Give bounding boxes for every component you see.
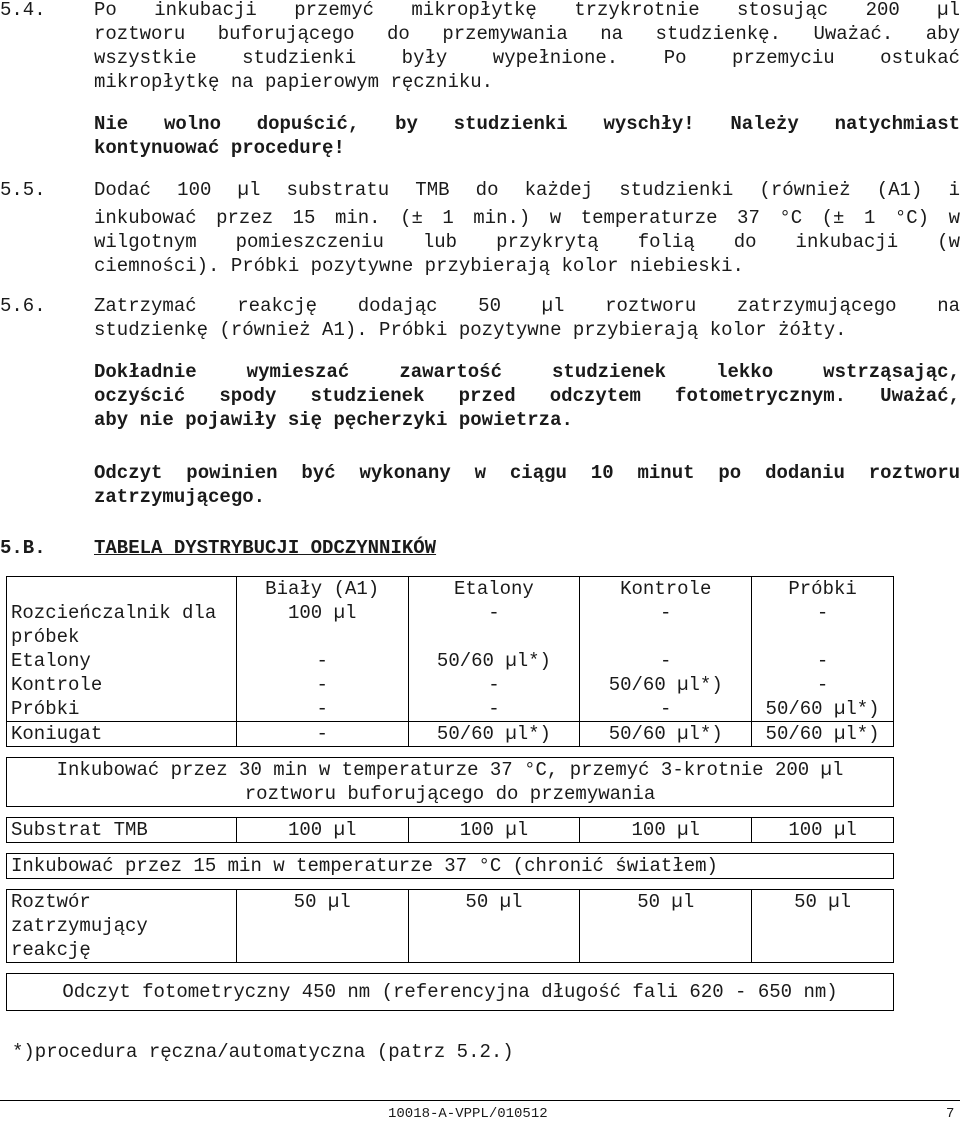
section-5-6-line-2: studzienkę (również A1). Próbki pozytywne przybierają kolor żółty.: [94, 319, 847, 341]
section-number-5-4: 5.4.: [0, 0, 46, 21]
table-cell: Substrat TMB: [7, 818, 237, 843]
table-cell: 50/60 µl*): [752, 722, 894, 747]
table-cell: -: [580, 601, 752, 649]
table-cell: -: [408, 601, 580, 649]
table-row: [7, 974, 894, 1011]
section-5-6-bold-1: Dokładnie wymieszać zawartość studzienek lekko wstrząsając,: [94, 361, 960, 383]
section-5-b-title: TABELA DYSTRYBUCJI ODCZYNNIKÓW: [94, 537, 437, 559]
table-cell: 50 µl: [236, 890, 408, 963]
table-cell: 50/60 µl*): [580, 722, 752, 747]
section-5-6-read-1: Odczyt powinien być wykonany w ciągu 10 minut po dodaniu roztworu: [94, 462, 960, 484]
readout-cell: Odczyt fotometryczny 450 nm (referencyjna długość fali 620 - 650 nm): [7, 974, 894, 1011]
table-row: [7, 601, 894, 649]
table-cell: 50 µl: [580, 890, 752, 963]
table-row: [7, 649, 894, 673]
table-cell: 100 µl: [236, 818, 408, 843]
table-header-cell: [7, 577, 237, 602]
footnote: *)procedura ręczna/automatyczna (patrz 5.2.): [12, 1041, 514, 1063]
table-row: [7, 697, 894, 722]
table-cell: 100 µl: [752, 818, 894, 843]
table-cell: -: [236, 722, 408, 747]
table-header-cell: Kontrole: [580, 577, 752, 602]
table-cell: -: [236, 673, 408, 697]
table-cell: 100 µl: [236, 601, 408, 649]
section-5-6-bold-3: aby nie pojawiły się pęcherzyki powietrza.: [94, 409, 573, 431]
table-cell: -: [752, 601, 894, 649]
table-cell: Rozcieńczalnik dla próbek: [7, 601, 237, 649]
table-cell: Etalony: [7, 649, 237, 673]
section-5-6-line-1: Zatrzymać reakcję dodając 50 µl roztworu zatrzymującego na: [94, 295, 960, 317]
table-cell: 50 µl: [408, 890, 580, 963]
table-cell: -: [580, 649, 752, 673]
table-row: [7, 854, 894, 879]
table-cell: 100 µl: [580, 818, 752, 843]
table-cell: -: [752, 673, 894, 697]
table-header-cell: Biały (A1): [236, 577, 408, 602]
section-5-4-line-1: Po inkubacji przemyć mikropłytkę trzykrotnie stosując 200 µl: [94, 0, 960, 21]
incubation-15-cell: Inkubować przez 15 min w temperaturze 37 °C (chronić światłem): [7, 854, 894, 879]
section-5-5-line-4: ciemności). Próbki pozytywne przybierają kolor niebieski.: [94, 255, 744, 277]
section-5-5-line-1: Dodać 100 µl substratu TMB do każdej studzienki (również (A1) i: [94, 179, 960, 201]
table-header-row: [7, 577, 894, 602]
table-cell: 50/60 µl*): [580, 673, 752, 697]
section-5-4-line-3: wszystkie studzienki były wypełnione. Po przemyciu ostukać: [94, 47, 960, 69]
table-row: [7, 722, 894, 747]
table-cell: -: [752, 649, 894, 673]
section-5-4-line-2: roztworu buforującego do przemywania na studzienkę. Uważać. aby: [94, 23, 960, 45]
footer-divider: [0, 1100, 960, 1101]
table-cell: 50/60 µl*): [408, 722, 580, 747]
table-row: [7, 818, 894, 843]
section-number-5-b: 5.B.: [0, 537, 46, 559]
table-cell: Kontrole: [7, 673, 237, 697]
table-cell: -: [236, 649, 408, 673]
table-cell: Koniugat: [7, 722, 237, 747]
section-5-4-warning-1: Nie wolno dopuścić, by studzienki wyschły! Należy natychmiast: [94, 113, 960, 135]
section-5-5-line-2: inkubować przez 15 min. (± 1 min.) w temperaturze 37 °C (± 1 °C) w: [94, 207, 960, 229]
section-5-5-line-3: wilgotnym pomieszczeniu lub przykrytą folią do inkubacji (w: [94, 231, 960, 253]
table-cell: -: [580, 697, 752, 722]
table-header-cell: Etalony: [408, 577, 580, 602]
section-number-5-6: 5.6.: [0, 295, 46, 317]
table-cell: 50/60 µl*): [752, 697, 894, 722]
section-5-6-read-2: zatrzymującego.: [94, 486, 266, 508]
table-cell: 50 µl: [752, 890, 894, 963]
table-row: [7, 890, 894, 963]
section-5-6-bold-2: oczyścić spody studzienek przed odczytem fotometrycznym. Uważać,: [94, 385, 960, 407]
table-cell: 100 µl: [408, 818, 580, 843]
table-cell: -: [236, 697, 408, 722]
table-row: [7, 673, 894, 697]
section-number-5-5: 5.5.: [0, 179, 46, 201]
footer-doc-code: 10018-A-VPPL/010512: [388, 1106, 548, 1122]
table-cell: Roztwór zatrzymujący reakcję: [7, 890, 237, 963]
section-5-4-warning-2: kontynuować procedurę!: [94, 137, 345, 159]
table-cell: 50/60 µl*): [408, 649, 580, 673]
table-cell: -: [408, 697, 580, 722]
table-cell: Próbki: [7, 697, 237, 722]
table-row: [7, 758, 894, 807]
footer-page-number: 7: [946, 1106, 955, 1122]
table-header-cell: Próbki: [752, 577, 894, 602]
incubation-30-cell: Inkubować przez 30 min w temperaturze 37 °C, przemyć 3-krotnie 200 µl roztworu buforującego do przemywania: [7, 758, 894, 807]
table-cell: -: [408, 673, 580, 697]
section-5-4-line-4: mikropłytkę na papierowym ręczniku.: [94, 71, 494, 93]
reagent-distribution-table: [6, 576, 894, 1011]
